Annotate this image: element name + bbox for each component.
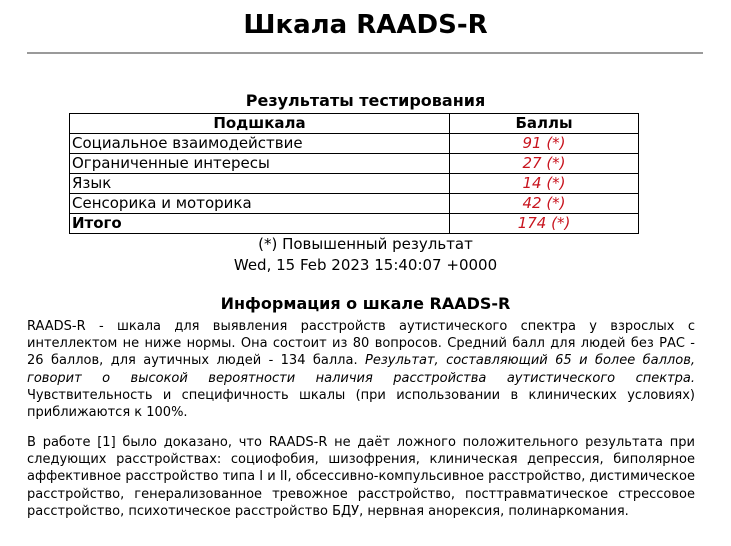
- test-timestamp: Wed, 15 Feb 2023 15:40:07 +0000: [233, 256, 498, 274]
- info-p1-italic: Результат, составляющий 65 и более баллов, говорит о высокой вероятности наличия расстройства аутистического спектра.: [27, 353, 695, 386]
- subscale-score: 27 (*): [450, 154, 639, 174]
- total-label: Итого: [70, 214, 450, 234]
- info-paragraph-1: [27, 318, 695, 421]
- table-row: [70, 194, 639, 214]
- subscale-score: 42 (*): [450, 194, 639, 214]
- info-heading: Информация о шкале RAADS-R: [220, 294, 511, 313]
- subscale-score: 91 (*): [450, 134, 639, 154]
- page-title: Шкала RAADS-R: [243, 10, 488, 40]
- score-column-header: Баллы: [450, 114, 639, 134]
- info-paragraph-2: В работе [1] было доказано, что RAADS-R не даёт ложного положительного результата при следующих расстройствах: социофобия, шизофрения, клиническая депрессия, биполярное аффективное расстройство типа I и II, обсессивно-компульсивное расстройство, дистимическое расстройство, генерализованное тревожное расстройство, посттравматическое стрессовое расстройство, психотическое расстройство БДУ, нервная анорексия, полинаркомания.: [27, 435, 695, 519]
- subscale-name: Ограниченные интересы: [70, 154, 450, 174]
- total-score: 174 (*): [450, 214, 639, 234]
- subscale-name: Социальное взаимодействие: [70, 134, 450, 154]
- total-row: [70, 214, 639, 234]
- results-table: [69, 113, 639, 234]
- table-row: [70, 174, 639, 194]
- subscale-name: Язык: [70, 174, 450, 194]
- table-row: [70, 134, 639, 154]
- title-divider: [27, 52, 703, 54]
- subscale-score: 14 (*): [450, 174, 639, 194]
- subscale-column-header: Подшкала: [70, 114, 450, 134]
- info-p1-text-b: Чувствительность и специфичность шкалы (при использовании в клинических условиях) приближаются к 100%.: [27, 387, 695, 421]
- table-row: [70, 154, 639, 174]
- info-p1-text-a: RAADS-R - шкала для выявления расстройств аутистического спектра у взрослых с интеллектом не ниже нормы. Она состоит из 80 вопросов. Средний балл для людей без РАС - 26 баллов, для аутичных людей - 134 балла.: [27, 319, 695, 369]
- subscale-name: Сенсорика и моторика: [70, 194, 450, 214]
- results-heading: Результаты тестирования: [245, 91, 486, 110]
- results-header-row: [70, 114, 639, 134]
- elevated-result-note: (*) Повышенный результат: [258, 235, 473, 253]
